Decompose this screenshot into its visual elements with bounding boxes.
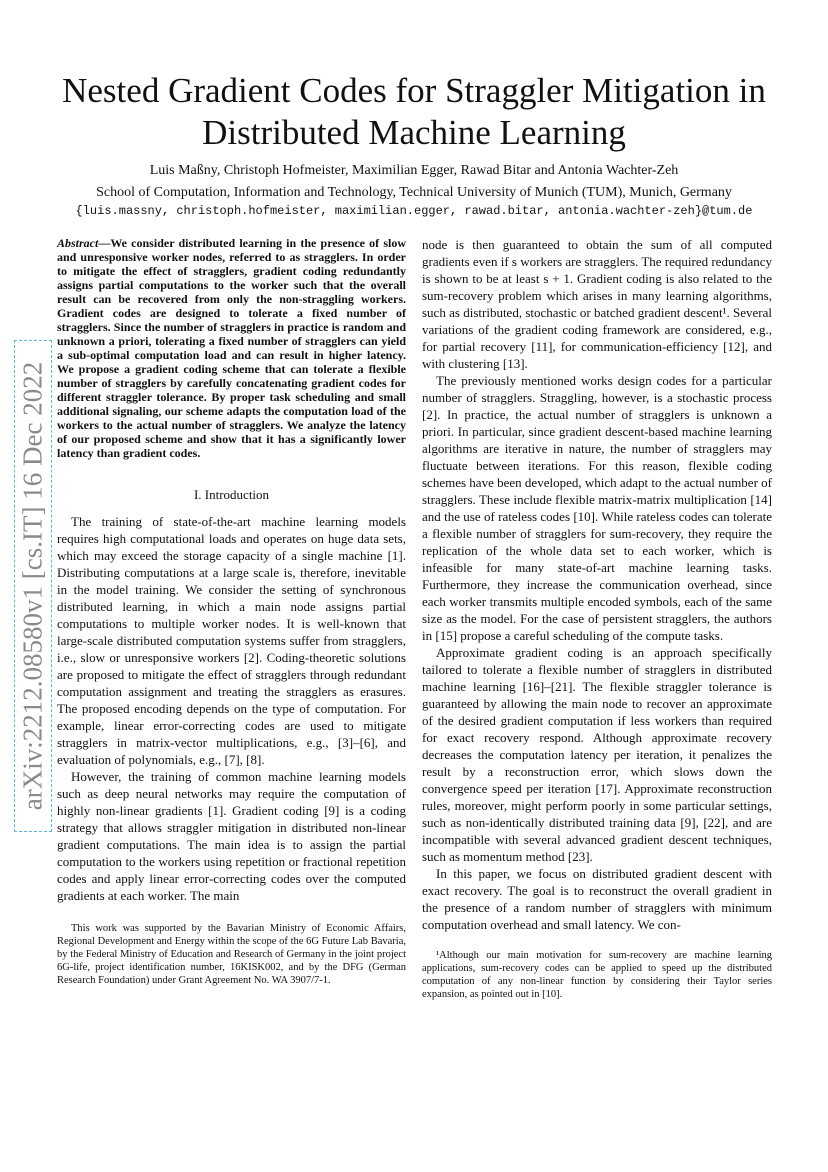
footnote-1: ¹Although our main motivation for sum-recovery are machine learning applications, sum-recovery codes can be applied to speed up the distributed computation of any non-linear function by considering their Taylor series expansion, as pointed out in [10]. — [422, 950, 772, 1000]
paragraph: Approximate gradient coding is an approach specifically tailored to tolerate a flexible number of stragglers in distributed machine learning [16]–[21]. The flexible straggler tolerance is guaranteed by allowing the main node to recover an approximate of the desired gradient computation if less workers than required for exact recovery respond. Although approximate recovery decreases the computation latency per iteration, it penalizes the result by a reconstruction error, which slows down the convergence speed per iteration [17]. Approximate reconstruction rules, moreover, might perform poorly in some particular settings, such as non-identically distributed training data [9], [22], and are incompatible with several advanced gradient descent techniques, such as momentum method [23]. — [422, 645, 772, 864]
paper-title: Nested Gradient Codes for Straggler Mitigation in Distributed Machine Learning — [62, 71, 766, 152]
abstract — [57, 236, 406, 460]
left-column — [57, 236, 406, 904]
section-heading-introduction: I. Introduction — [193, 487, 270, 502]
paragraph: node is then guaranteed to obtain the sum of all computed gradients even if s workers are stragglers. The required redundancy is shown to be at least s + 1. Gradient coding is also related to the sum-recovery problem which arises in many learning algorithms, such as distributed, stochastic or batched gradient descent¹. Several variations of the gradient coding framework are considered, e.g., for partial recovery [11], for communication-efficiency [12], and with clustering [13]. — [422, 237, 772, 371]
right-column — [422, 236, 772, 933]
email-list: {luis.massny, christoph.hofmeister, maximilian.egger, rawad.bitar, antonia.wachter-zeh}@tum.de — [75, 204, 753, 218]
funding-footnote: This work was supported by the Bavarian Ministry of Economic Affairs, Regional Development and Energy within the scope of the 6G Future Lab Bavaria, by the Federal Ministry of Education and Research of Germany in the joint project 6G-life, project identification number, 16KISK002, and by the DFG (German Research Foundation) under Grant Agreement No. WA 3907/7-1. — [57, 923, 406, 986]
paragraph: However, the training of common machine learning models such as deep neural networks may require the computation of highly non-linear gradients [1]. Gradient coding [9] is a coding strategy that allows straggler mitigation in distributed non-linear gradient computations. The main idea is to assign the partial computation to the workers using repetition or fractional repetition codes and apply linear error-correcting codes over the computed gradients at each worker. The main — [57, 769, 406, 903]
affiliation: School of Computation, Information and Technology, Technical University of Munich (TUM), Munich, Germany — [96, 185, 732, 200]
paragraph: The training of state-of-the-art machine learning models requires high computational loads and operates on huge data sets, which may exceed the storage capacity of a single machine [1]. Distributing computations at a large scale is, therefore, inevitable in the model training. We consider the setting of synchronous distributed learning, in which a main node assigns partial computations to multiple worker nodes. It is well-known that large-scale distributed computation systems suffer from stragglers, i.e., slow or unresponsive workers [2]. Coding-theoretic solutions are proposed to mitigate the effect of stragglers through redundant computation assignment and treating the stragglers as erasures. The proposed encoding depends on the type of computation. For example, linear error-correcting codes are used to mitigate stragglers in matrix-vector multiplications, e.g., [3]–[6], and evaluation of polynomials, e.g., [7], [8]. — [57, 514, 406, 767]
arxiv-stamp — [14, 340, 52, 832]
arxiv-stamp-text: arXiv:2212.08580v1 [cs.IT] 16 Dec 2022 — [17, 361, 48, 811]
abstract-text: —We consider distributed learning in the presence of slow and unresponsive worker nodes, referred to as stragglers. In order to mitigate the effect of stragglers, gradient coding redundantly assigns partial computations to the worker such that the overall result can be recovered from only the non-straggling workers. Gradient codes are designed to tolerate a fixed number of stragglers. Since the number of stragglers in practice is random and unknown a priori, tolerating a fixed number of stragglers can yield a sub-optimal computation load and can result in higher latency. We propose a gradient coding scheme that can tolerate a flexible number of stragglers by carefully concatenating gradient codes for different straggler tolerance. By proper task scheduling and small additional signaling, our scheme adapts the computation load of the workers to the actual number of stragglers. We analyze the latency of our proposed scheme and show that it has a significantly lower latency than gradient codes. — [57, 236, 406, 460]
author-list: Luis Maßny, Christoph Hofmeister, Maximilian Egger, Rawad Bitar and Antonia Wachter-Zeh — [149, 163, 679, 178]
paragraph: In this paper, we focus on distributed gradient descent with exact recovery. The goal is to reconstruct the overall gradient in the presence of a random number of stragglers with minimum computation overhead and small latency. We con- — [422, 866, 772, 932]
paragraph: The previously mentioned works design codes for a particular number of stragglers. Straggling, however, is a stochastic process [2]. In practice, the actual number of stragglers is unknown a priori. In particular, since gradient descent-based machine learning algorithms are iterative in nature, the number of stragglers may fluctuate between iterations. For this reason, flexible coding schemes have been developed, which adapt to the actual number of stragglers. These include flexible matrix-matrix multiplication [14] and the use of rateless codes [10]. While rateless codes can tolerate a flexible number of stragglers for sum-recovery, they require the replication of the whole data set to each worker, which is infeasible for many state-of-art machine learning tasks. Furthermore, they increase the communication overhead, since each worker transmits multiple encoded symbols, each of the same size as the model. For the case of persistent stragglers, the authors in [15] propose a careful scheduling of the compute tasks. — [422, 373, 772, 643]
abstract-label: Abstract — [57, 236, 99, 250]
